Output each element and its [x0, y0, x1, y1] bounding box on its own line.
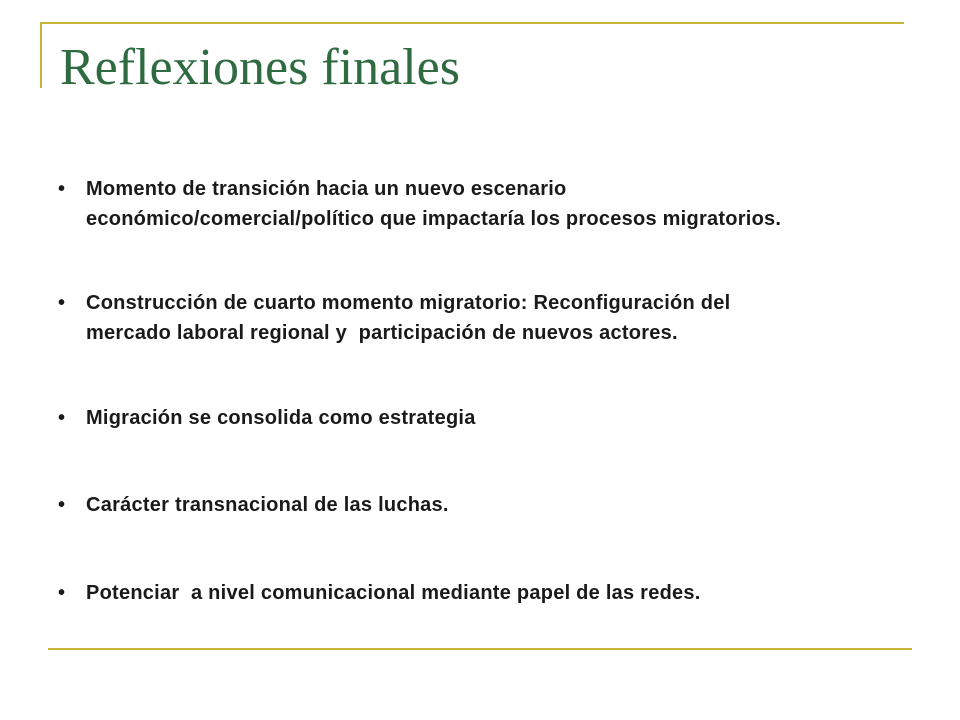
bottom-rule: [48, 648, 912, 650]
bullet-text: [86, 174, 918, 234]
bullet-line: Momento de transición hacia un nuevo escenario: [86, 178, 567, 200]
bullet-item: [58, 403, 918, 433]
bullet-line: económico/comercial/político que impactaría los procesos migratorios.: [86, 208, 782, 230]
bullet-line: mercado laboral regional y participación de nuevos actores.: [86, 322, 678, 344]
bullet-item: [58, 174, 918, 234]
bullet-line: Construcción de cuarto momento migratorio: Reconfiguración del: [86, 292, 731, 314]
bullet-dot: •: [58, 582, 66, 604]
slide-title: Reflexiones finales: [60, 39, 460, 96]
top-rule: [40, 22, 904, 24]
left-rule: [40, 22, 42, 88]
bullet-dot: •: [58, 407, 66, 429]
bullet-dot: •: [58, 292, 66, 314]
bullet-item: [58, 490, 918, 520]
bullet-line: Potenciar a nivel comunicacional mediante papel de las redes.: [86, 582, 701, 604]
bullet-text: [86, 578, 918, 608]
bullet-item: [58, 578, 918, 608]
bullet-dot: •: [58, 178, 66, 200]
bullet-item: [58, 288, 918, 348]
bullet-line: Carácter transnacional de las luchas.: [86, 494, 449, 516]
bullet-dot: •: [58, 494, 66, 516]
bullet-text: [86, 490, 918, 520]
bullet-text: [86, 288, 918, 348]
bullet-text: [86, 403, 918, 433]
bullet-line: Migración se consolida como estrategia: [86, 407, 476, 429]
